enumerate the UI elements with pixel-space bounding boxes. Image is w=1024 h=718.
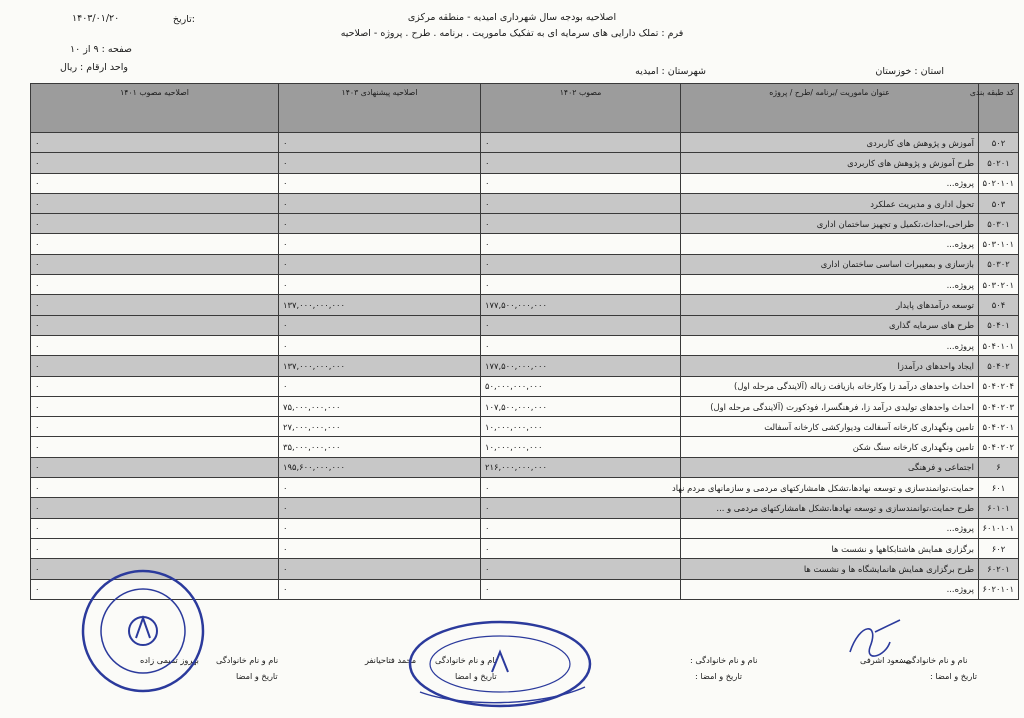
table-row <box>31 173 1019 193</box>
row-proposed-1403: ۰ <box>279 234 481 254</box>
col-header-approved-1401: اصلاحیه مصوب ۱۴۰۱ <box>31 84 279 133</box>
signer-1-name: مسعود اشرفی <box>860 655 911 665</box>
row-approved-1402: ۱۰۷,۵۰۰,۰۰۰,۰۰۰ <box>481 396 681 416</box>
row-approved-1402: ۱۷۷,۵۰۰,۰۰۰,۰۰۰ <box>481 295 681 315</box>
table-row <box>31 478 1019 498</box>
table-row <box>31 376 1019 396</box>
signer-1-label: نام و نام خانوادگی : <box>900 655 968 665</box>
row-title: پروژه... <box>681 173 979 193</box>
row-proposed-1403: ۰ <box>279 254 481 274</box>
row-approved-1402: ۰ <box>481 335 681 355</box>
col-header-title: عنوان ماموریت /برنامه /طرح / پروژه <box>681 84 979 133</box>
row-code: ۵۰۴۰۲۰۳ <box>979 396 1019 416</box>
row-proposed-1403: ۰ <box>279 193 481 213</box>
row-approved-1402: ۰ <box>481 254 681 274</box>
row-code: ۵۰۲۰۱ <box>979 153 1019 173</box>
row-code: ۵۰۴۰۲ <box>979 356 1019 376</box>
row-approved-1402: ۵۰,۰۰۰,۰۰۰,۰۰۰ <box>481 376 681 396</box>
row-code: ۶۰۲۰۱۰۱ <box>979 579 1019 599</box>
row-code: ۶۰۱ <box>979 478 1019 498</box>
row-proposed-1403: ۰ <box>279 153 481 173</box>
row-title: احداث واحدهای درآمد زا وکارخانه بازیافت زباله (آلایندگی مرحله اول) <box>681 376 979 396</box>
row-proposed-1403: ۰ <box>279 335 481 355</box>
row-approved-1401: ۰ <box>31 234 279 254</box>
row-approved-1401: ۰ <box>31 559 279 579</box>
row-approved-1402: ۰ <box>481 315 681 335</box>
row-code: ۶۰۱۰۱ <box>979 498 1019 518</box>
row-proposed-1403: ۱۳۷,۰۰۰,۰۰۰,۰۰۰ <box>279 356 481 376</box>
table-row <box>31 315 1019 335</box>
document-subtitle: فرم : تملک دارایی های سرمایه ای به تفکیک ماموریت . برنامه . طرح . پروژه - اصلاحیه <box>340 28 684 39</box>
row-title: طرح برگزاری همایش هانمایشگاه ها و نشست ها <box>681 559 979 579</box>
signer-2-sign: تاریخ و امضا : <box>695 671 743 681</box>
table-row <box>31 254 1019 274</box>
row-approved-1402: ۰ <box>481 478 681 498</box>
date-label: تاریخ: <box>172 14 195 25</box>
row-proposed-1403: ۰ <box>279 275 481 295</box>
col-header-proposed-1403: اصلاحیه پیشنهادی ۱۴۰۳ <box>279 84 481 133</box>
city-label: شهرستان : امیدیه <box>635 66 706 77</box>
council-seal <box>78 566 208 696</box>
row-approved-1401: ۰ <box>31 153 279 173</box>
table-row <box>31 457 1019 477</box>
row-title: برگزاری همایش هاشتابکاهها و نشست ها <box>681 538 979 558</box>
row-title: ایجاد واحدهای درآمدزا <box>681 356 979 376</box>
row-title: حمایت،توانمندسازی و توسعه نهادها،تشکل هامشارکتهای مردمی و سازمانهای مردم نهاد <box>681 478 979 498</box>
row-approved-1401: ۰ <box>31 457 279 477</box>
row-approved-1401: ۰ <box>31 478 279 498</box>
row-proposed-1403: ۰ <box>279 538 481 558</box>
row-code: ۵۰۳۰۱۰۱ <box>979 234 1019 254</box>
row-proposed-1403: ۰ <box>279 498 481 518</box>
table-row <box>31 295 1019 315</box>
row-title: طرح آموزش و پژوهش های کاربردی <box>681 153 979 173</box>
ministry-seal <box>400 612 600 712</box>
row-title: پروژه... <box>681 579 979 599</box>
row-approved-1402: ۰ <box>481 234 681 254</box>
row-proposed-1403: ۰ <box>279 559 481 579</box>
row-approved-1402: ۰ <box>481 193 681 213</box>
row-approved-1401: ۰ <box>31 295 279 315</box>
province-label: استان : خوزستان <box>875 66 944 77</box>
table-row <box>31 193 1019 213</box>
row-approved-1402: ۰ <box>481 214 681 234</box>
row-code: ۵۰۴۰۱۰۱ <box>979 335 1019 355</box>
row-approved-1401: ۰ <box>31 335 279 355</box>
row-title: احداث واحدهای تولیدی درآمد زا، فرهنگسرا، فودکورت (آلایندگی مرحله اول) <box>681 396 979 416</box>
col-header-code: کد طبقه بندی <box>979 84 1019 133</box>
row-approved-1402: ۰ <box>481 498 681 518</box>
row-approved-1402: ۱۰,۰۰۰,۰۰۰,۰۰۰ <box>481 417 681 437</box>
table-row <box>31 498 1019 518</box>
row-approved-1401: ۰ <box>31 538 279 558</box>
row-title: پروژه... <box>681 335 979 355</box>
row-approved-1402: ۰ <box>481 153 681 173</box>
table-row <box>31 417 1019 437</box>
table-row <box>31 234 1019 254</box>
row-code: ۵۰۲ <box>979 133 1019 153</box>
signer-4-label: نام و نام خانوادگی <box>216 655 279 665</box>
signature-mark <box>840 612 910 672</box>
row-title: اجتماعی و فرهنگی <box>681 457 979 477</box>
row-title: تحول اداری و مدیریت عملکرد <box>681 193 979 213</box>
table-row <box>31 538 1019 558</box>
table-row <box>31 275 1019 295</box>
row-title: طرح های سرمایه گذاری <box>681 315 979 335</box>
row-code: ۶ <box>979 457 1019 477</box>
signer-3-sign: تاریخ و امضا <box>455 671 497 681</box>
row-code: ۵۰۴۰۱ <box>979 315 1019 335</box>
table-row <box>31 518 1019 538</box>
table-header-row <box>31 84 1019 133</box>
row-code: ۵۰۳۰۱ <box>979 214 1019 234</box>
row-approved-1401: ۰ <box>31 254 279 274</box>
signer-1-sign: تاریخ و امضا : <box>930 671 978 681</box>
row-approved-1402: ۰ <box>481 133 681 153</box>
row-title: پروژه... <box>681 518 979 538</box>
signer-4-sign: تاریخ و امضا <box>236 671 278 681</box>
row-approved-1402: ۰ <box>481 518 681 538</box>
row-proposed-1403: ۰ <box>279 518 481 538</box>
row-approved-1401: ۰ <box>31 518 279 538</box>
row-proposed-1403: ۰ <box>279 579 481 599</box>
row-code: ۵۰۳ <box>979 193 1019 213</box>
row-title: طرح حمایت،توانمندسازی و توسعه نهادها،تشکل هامشارکتهای مردمی و ... <box>681 498 979 518</box>
row-approved-1401: ۰ <box>31 396 279 416</box>
row-approved-1401: ۰ <box>31 193 279 213</box>
row-approved-1401: ۰ <box>31 214 279 234</box>
row-approved-1401: ۰ <box>31 356 279 376</box>
row-proposed-1403: ۳۵,۰۰۰,۰۰۰,۰۰۰ <box>279 437 481 457</box>
row-code: ۵۰۴ <box>979 295 1019 315</box>
row-approved-1401: ۰ <box>31 133 279 153</box>
row-approved-1401: ۰ <box>31 376 279 396</box>
row-approved-1401: ۰ <box>31 275 279 295</box>
row-proposed-1403: ۰ <box>279 315 481 335</box>
row-title: طراحی،احداث،تکمیل و تجهیز ساختمان اداری <box>681 214 979 234</box>
row-proposed-1403: ۰ <box>279 478 481 498</box>
row-proposed-1403: ۰ <box>279 214 481 234</box>
row-approved-1402: ۰ <box>481 559 681 579</box>
row-proposed-1403: ۷۵,۰۰۰,۰۰۰,۰۰۰ <box>279 396 481 416</box>
row-title: پروژه... <box>681 234 979 254</box>
signer-3-name: محمد فتاحیانفر <box>365 655 417 665</box>
row-code: ۶۰۲ <box>979 538 1019 558</box>
date-value: ۱۴۰۳/۰۱/۲۰ <box>72 13 120 24</box>
page-number: صفحه : ۹ از ۱۰ <box>70 44 132 55</box>
row-approved-1401: ۰ <box>31 417 279 437</box>
row-approved-1402: ۱۰,۰۰۰,۰۰۰,۰۰۰ <box>481 437 681 457</box>
row-code: ۵۰۲۰۱۰۱ <box>979 173 1019 193</box>
row-approved-1402: ۰ <box>481 173 681 193</box>
row-approved-1402: ۰ <box>481 579 681 599</box>
row-code: ۵۰۳۰۲ <box>979 254 1019 274</box>
row-proposed-1403: ۱۹۵,۶۰۰,۰۰۰,۰۰۰ <box>279 457 481 477</box>
table-row <box>31 214 1019 234</box>
budget-table <box>30 83 1019 600</box>
row-approved-1401: ۰ <box>31 173 279 193</box>
document-title: اصلاحیه بودجه سال شهرداری امیدیه - منطقه مرکزی <box>407 12 617 23</box>
table-row <box>31 396 1019 416</box>
row-title: تامین ونگهداری کارخانه سنگ شکن <box>681 437 979 457</box>
signer-4-name: بهروز تمیمی زاده <box>140 655 199 665</box>
row-code: ۵۰۴۰۲۰۴ <box>979 376 1019 396</box>
row-approved-1402: ۰ <box>481 275 681 295</box>
col-header-approved-1402: مصوب ۱۴۰۲ <box>481 84 681 133</box>
row-code: ۶۰۱۰۱۰۱ <box>979 518 1019 538</box>
row-approved-1402: ۲۱۶,۰۰۰,۰۰۰,۰۰۰ <box>481 457 681 477</box>
row-proposed-1403: ۲۷,۰۰۰,۰۰۰,۰۰۰ <box>279 417 481 437</box>
row-title: پروژه... <box>681 275 979 295</box>
unit-label: واحد ارقام : ریال <box>60 62 128 73</box>
row-proposed-1403: ۰ <box>279 173 481 193</box>
row-approved-1402: ۱۷۷,۵۰۰,۰۰۰,۰۰۰ <box>481 356 681 376</box>
row-proposed-1403: ۰ <box>279 133 481 153</box>
table-row <box>31 356 1019 376</box>
signer-3-label: نام و نام خانوادگی <box>435 655 498 665</box>
row-title: آموزش و پژوهش های کاربردی <box>681 133 979 153</box>
row-approved-1402: ۰ <box>481 538 681 558</box>
signer-2-label: نام و نام خانوادگی : <box>690 655 758 665</box>
table-row <box>31 133 1019 153</box>
row-approved-1401: ۰ <box>31 315 279 335</box>
row-code: ۶۰۲۰۱ <box>979 559 1019 579</box>
row-proposed-1403: ۰ <box>279 376 481 396</box>
row-code: ۵۰۴۰۲۰۲ <box>979 437 1019 457</box>
row-title: بازسازی و بمعیبرات اساسی ساختمان اداری <box>681 254 979 274</box>
row-approved-1401: ۰ <box>31 579 279 599</box>
row-title: توسعه درآمدهای پایدار <box>681 295 979 315</box>
row-code: ۵۰۳۰۲۰۱ <box>979 275 1019 295</box>
table-row <box>31 153 1019 173</box>
row-approved-1401: ۰ <box>31 498 279 518</box>
table-row <box>31 437 1019 457</box>
row-proposed-1403: ۱۳۷,۰۰۰,۰۰۰,۰۰۰ <box>279 295 481 315</box>
table-row <box>31 335 1019 355</box>
row-title: تامین ونگهداری کارخانه آسفالت ودیوارکشی کارخانه آسفالت <box>681 417 979 437</box>
row-code: ۵۰۴۰۲۰۱ <box>979 417 1019 437</box>
row-approved-1401: ۰ <box>31 437 279 457</box>
